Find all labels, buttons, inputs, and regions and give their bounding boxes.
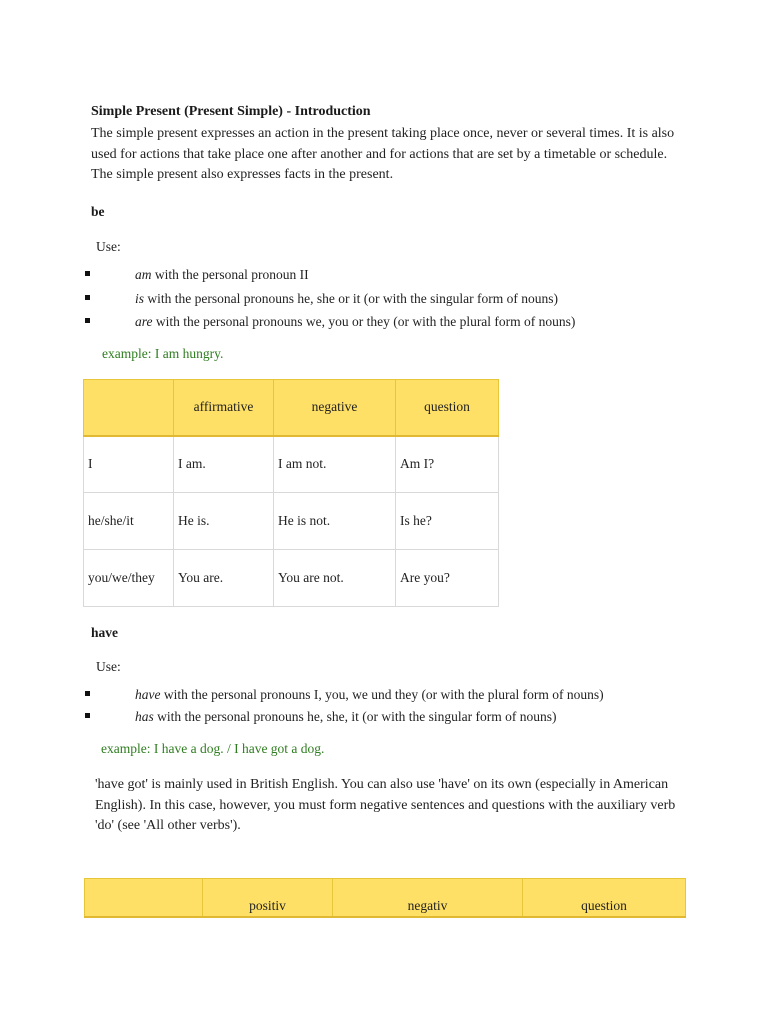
list-item xyxy=(85,709,557,729)
table-header-cell: positiv xyxy=(203,879,333,917)
table-cell: You are. xyxy=(174,550,274,607)
list-item xyxy=(85,267,309,287)
table-row xyxy=(84,436,499,493)
table-header-cell xyxy=(84,380,174,436)
intro-paragraph: The simple present expresses an action in the present taking place once, never or several times. It is also used for actions that take place one after another and for actions that are set by a timetable or schedule. The simple present also expresses facts in the present. xyxy=(91,126,675,182)
table-header-cell: affirmative xyxy=(174,380,274,436)
table-header-row xyxy=(84,380,499,436)
page-title: Simple Present (Present Simple) - Introduction xyxy=(91,104,371,119)
example-be: example: I am hungry. xyxy=(102,346,224,361)
bullet-text: with the personal pronouns he, she or it (or with the singular form of nouns) xyxy=(144,291,558,306)
use-label-have: Use: xyxy=(96,659,121,674)
list-item xyxy=(85,291,558,311)
table-header-cell: negativ xyxy=(333,879,523,917)
bullet-icon xyxy=(85,691,90,696)
table-cell: He is not. xyxy=(274,493,396,550)
verb-form: have xyxy=(135,687,161,702)
table-header-row xyxy=(85,879,686,917)
bullet-text: with the personal pronouns he, she, it (or with the singular form of nouns) xyxy=(153,709,557,724)
be-conjugation-table xyxy=(83,379,499,607)
verb-form: is xyxy=(135,291,145,306)
section-heading-have: have xyxy=(91,625,118,640)
table-cell: Is he? xyxy=(396,493,499,550)
table-cell: I am not. xyxy=(274,436,396,493)
have-conjugation-table xyxy=(84,878,686,918)
list-item xyxy=(85,687,604,707)
table-row xyxy=(84,493,499,550)
table-cell: He is. xyxy=(174,493,274,550)
table-cell: I xyxy=(84,436,174,493)
table-cell: you/we/they xyxy=(84,550,174,607)
table-cell: he/she/it xyxy=(84,493,174,550)
have-got-note: 'have got' is mainly used in British English. You can also use 'have' on its own (especially in American English). In this case, however, you must form negative sentences and questions with the auxiliary verb 'do' (see 'All other verbs'). xyxy=(95,777,676,833)
bullet-icon xyxy=(85,295,90,300)
bullet-text: with the personal pronouns I, you, we und they (or with the plural form of nouns) xyxy=(160,687,604,702)
table-header-cell: question xyxy=(396,380,499,436)
section-heading-be: be xyxy=(91,204,105,219)
table-header-cell: question xyxy=(523,879,686,917)
table-cell: Are you? xyxy=(396,550,499,607)
table-header-cell: negative xyxy=(274,380,396,436)
table-cell: I am. xyxy=(174,436,274,493)
example-have: example: I have a dog. / I have got a dog. xyxy=(101,741,325,756)
use-label-be: Use: xyxy=(96,239,121,254)
bullet-text: with the personal pronoun II xyxy=(151,267,309,282)
verb-form: are xyxy=(135,314,153,329)
list-item xyxy=(85,314,576,334)
table-header-cell xyxy=(85,879,203,917)
table-cell: You are not. xyxy=(274,550,396,607)
bullet-icon xyxy=(85,318,90,323)
bullet-icon xyxy=(85,271,90,276)
bullet-text: with the personal pronouns we, you or they (or with the plural form of nouns) xyxy=(152,314,576,329)
verb-form: am xyxy=(135,267,152,282)
verb-form: has xyxy=(135,709,154,724)
bullet-icon xyxy=(85,713,90,718)
table-row xyxy=(84,550,499,607)
table-cell: Am I? xyxy=(396,436,499,493)
